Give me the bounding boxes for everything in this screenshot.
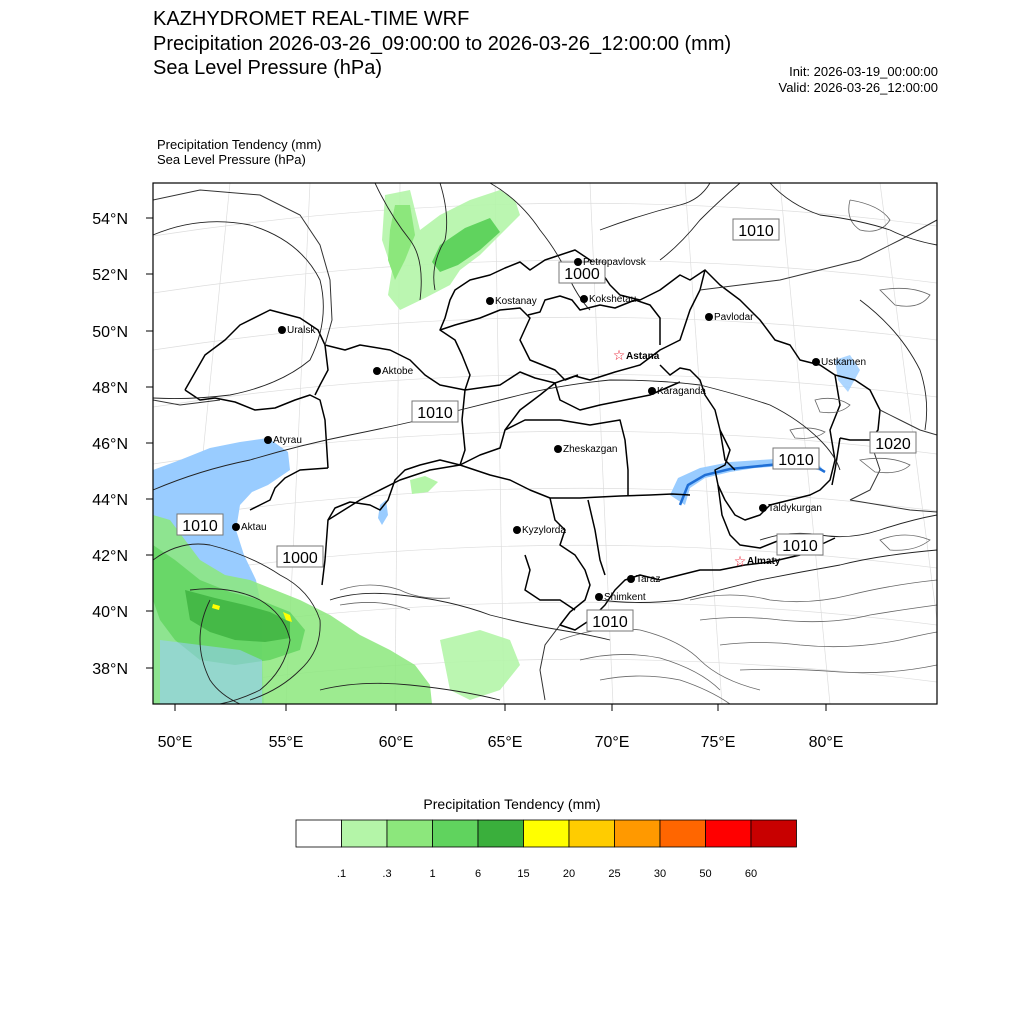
precip-south-green bbox=[440, 630, 520, 700]
legend-tick-label: .1 bbox=[336, 868, 347, 880]
city-marker bbox=[264, 436, 272, 444]
legend-color-box bbox=[342, 820, 388, 847]
legend-color-box bbox=[524, 820, 570, 847]
legend-title: Precipitation Tendency (mm) bbox=[423, 796, 601, 812]
lon-label: 65°E bbox=[487, 734, 523, 751]
city-label: Aktau bbox=[241, 522, 267, 533]
isobar-label: 1010 bbox=[417, 405, 453, 422]
city-label: Petropavlovsk bbox=[583, 257, 646, 268]
aral-precip-2 bbox=[410, 476, 438, 494]
legend-color-box bbox=[615, 820, 661, 847]
aral-precip bbox=[378, 500, 388, 525]
map-content bbox=[153, 183, 937, 704]
lon-label: 70°E bbox=[594, 734, 630, 751]
isobar-label: 1000 bbox=[564, 266, 600, 283]
city-marker bbox=[759, 504, 767, 512]
legend-tick-label: .3 bbox=[382, 868, 392, 880]
city-label: Kyzylorda bbox=[522, 525, 566, 536]
lat-label: 46°N bbox=[92, 436, 128, 453]
legend-tick-label: 1 bbox=[429, 868, 436, 880]
city-marker bbox=[232, 523, 240, 531]
city-label: Uralsk bbox=[287, 325, 316, 336]
capital-star-icon: ☆ bbox=[733, 553, 747, 569]
legend-color-box bbox=[706, 820, 752, 847]
legend-tick-label: 15 bbox=[517, 868, 530, 880]
city-label: Taldykurgan bbox=[768, 503, 822, 514]
legend-color-box bbox=[660, 820, 706, 847]
city-label: Almaty bbox=[747, 556, 781, 567]
isobar-label: 1010 bbox=[592, 614, 628, 631]
isobar-label: 1010 bbox=[782, 538, 818, 555]
cities bbox=[232, 257, 866, 603]
field-label-pressure: Sea Level Pressure (hPa) bbox=[157, 152, 306, 167]
city-label: Zheskazgan bbox=[563, 444, 618, 455]
city-marker bbox=[554, 445, 562, 453]
init-time: Init: 2026-03-19_00:00:00 bbox=[789, 64, 938, 79]
city-label: Kokshetau bbox=[589, 294, 637, 305]
city-label: Karaganda bbox=[657, 386, 706, 397]
lat-label: 50°N bbox=[92, 324, 128, 341]
isobar-label: 1010 bbox=[182, 518, 218, 535]
city-marker bbox=[648, 387, 656, 395]
city-label: Kostanay bbox=[495, 296, 537, 307]
lon-label: 75°E bbox=[700, 734, 736, 751]
city-marker bbox=[580, 295, 588, 303]
lat-label: 54°N bbox=[92, 211, 128, 228]
city-label: Pavlodar bbox=[714, 312, 754, 323]
city-marker bbox=[486, 297, 494, 305]
city-marker bbox=[705, 313, 713, 321]
legend-tick-label: 50 bbox=[699, 868, 712, 880]
lat-label: 38°N bbox=[92, 661, 128, 678]
legend-colorbar bbox=[296, 820, 797, 847]
legend-color-box bbox=[751, 820, 797, 847]
lat-label: 44°N bbox=[92, 492, 128, 509]
legend-color-box bbox=[478, 820, 524, 847]
valid-time: Valid: 2026-03-26_12:00:00 bbox=[778, 80, 938, 95]
city-label: Astana bbox=[626, 351, 660, 362]
city-label: Atyrau bbox=[273, 435, 302, 446]
isobar-labels bbox=[177, 219, 916, 631]
legend-color-box bbox=[433, 820, 479, 847]
city-marker bbox=[278, 326, 286, 334]
lat-label: 40°N bbox=[92, 604, 128, 621]
isobar-label: 1010 bbox=[778, 452, 814, 469]
legend-color-box bbox=[387, 820, 433, 847]
lat-label: 48°N bbox=[92, 380, 128, 397]
precipitation-title: Precipitation 2026-03-26_09:00:00 to 2026-03-26_12:00:00 (mm) bbox=[153, 33, 732, 55]
legend-tick-label: 6 bbox=[474, 868, 482, 880]
legend-color-box bbox=[296, 820, 342, 847]
city-marker bbox=[574, 258, 582, 266]
legend-labels bbox=[337, 868, 757, 880]
city-label: Aktobe bbox=[382, 366, 414, 377]
city-label: Shimkent bbox=[604, 592, 646, 603]
longitude-labels bbox=[158, 734, 844, 751]
legend-tick-label: 25 bbox=[608, 868, 621, 880]
lat-label: 52°N bbox=[92, 267, 128, 284]
lon-label: 80°E bbox=[808, 734, 844, 751]
lon-label: 50°E bbox=[157, 734, 193, 751]
legend-tick-label: 30 bbox=[653, 868, 667, 880]
lon-label: 60°E bbox=[378, 734, 414, 751]
legend-tick-label: 60 bbox=[744, 868, 758, 880]
legend-color-box bbox=[569, 820, 615, 847]
isobar-label: 1020 bbox=[875, 436, 911, 453]
latitude-labels bbox=[92, 211, 128, 678]
field-label-precip: Precipitation Tendency (mm) bbox=[157, 137, 322, 152]
legend-tick-label: 20 bbox=[562, 868, 576, 880]
city-label: Ustkamen bbox=[821, 357, 867, 368]
lat-label: 42°N bbox=[92, 548, 128, 565]
city-marker bbox=[595, 593, 603, 601]
city-label: Taraz bbox=[636, 574, 661, 585]
lon-label: 55°E bbox=[268, 734, 304, 751]
capital-star-icon: ☆ bbox=[612, 347, 626, 363]
city-marker bbox=[513, 526, 521, 534]
pressure-title: Sea Level Pressure (hPa) bbox=[153, 57, 383, 79]
map-title: KAZHYDROMET REAL-TIME WRF bbox=[153, 8, 470, 30]
city-marker bbox=[627, 575, 635, 583]
city-marker bbox=[812, 358, 820, 366]
isobar-label: 1000 bbox=[282, 550, 318, 567]
city-marker bbox=[373, 367, 381, 375]
isobar-label: 1010 bbox=[738, 223, 774, 240]
